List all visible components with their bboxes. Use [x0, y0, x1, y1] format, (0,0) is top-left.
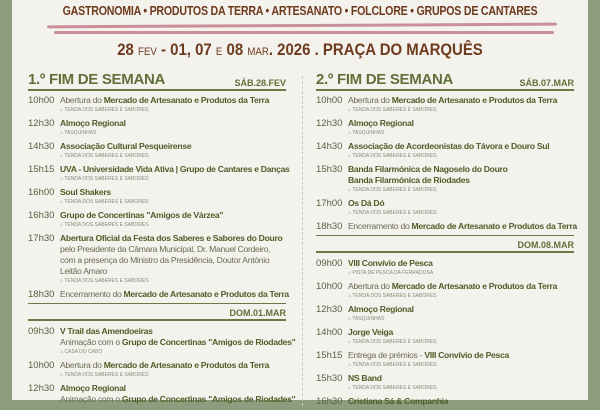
item-text: Abertura Oficial da Festa dos Saberes e Sabores do Douro [60, 233, 283, 243]
item-body [348, 350, 574, 370]
item-line [60, 187, 286, 198]
location-pin-icon: ⌂ [348, 362, 353, 368]
item-text: Animação com o [60, 394, 122, 404]
location-text: PISTA DE PESCA DA FERRADOSA [352, 270, 434, 276]
item-text: Animação com o [60, 337, 122, 347]
item-location [348, 152, 574, 161]
item-location [348, 186, 574, 195]
location-text: CASA DO CABO [64, 349, 103, 355]
item-text: Leitão Amaro [60, 266, 108, 276]
item-text: Almoço Regional [60, 118, 126, 128]
item-body [60, 95, 286, 115]
item-text: Grupo de Concertinas "Amigos de Riodades" [121, 394, 296, 404]
item-body [348, 258, 574, 278]
item-location [348, 315, 574, 324]
item-line [60, 244, 286, 255]
item-text: Associação Cultural Pesqueirense [60, 141, 192, 151]
item-time: 10h00 [28, 360, 55, 371]
item-text: Mercado de Artesanato e Produtos da Terra [103, 95, 270, 105]
date-part: 28 [117, 40, 139, 59]
item-text: Almoço Regional [60, 383, 126, 393]
location-text: TENDA DOS SABERES E SABORES [64, 222, 149, 228]
item-text: Abertura do [60, 360, 104, 370]
item-line [348, 175, 574, 186]
item-body [60, 210, 286, 230]
item-text: Mercado de Artesanato e Produtos da Terra [103, 360, 270, 370]
item-text: Mercado de Artesanato e Produtos da Terra [411, 221, 577, 231]
location-text: TENDA DOS SABERES E SABORES [64, 153, 149, 159]
schedule-item [28, 360, 286, 380]
schedule-item [28, 187, 286, 207]
item-line [348, 373, 574, 384]
item-line [348, 221, 577, 232]
item-text: com a presença do Ministro da Presidência, Doutor António [60, 255, 270, 265]
item-location [348, 269, 574, 278]
schedule-item [28, 326, 296, 357]
item-body [60, 383, 295, 405]
item-line [60, 383, 295, 394]
location-pin-icon: ⌂ [348, 316, 353, 322]
day-label: SÁB.07.MAR [519, 78, 574, 88]
item-line [348, 95, 574, 106]
date-part: FEV [138, 46, 157, 58]
item-line [348, 327, 574, 338]
schedule-item [316, 281, 574, 301]
weekend-title: 1.º FIM DE SEMANA [28, 71, 166, 88]
location-pin-icon: ⌂ [60, 278, 65, 284]
item-body [348, 141, 574, 161]
location-text: TENDA DOS SABERES E SABORES [64, 107, 149, 113]
item-location [60, 106, 286, 115]
day-header: DOM.08.MAR [316, 235, 574, 253]
item-text: Jorge Veiga [348, 327, 393, 337]
weekend-title: 2.º FIM DE SEMANA [316, 71, 454, 88]
item-text: Mercado de Artesanato e Produtos da Terra [391, 95, 558, 105]
item-text: Mercado de Artesanato e Produtos da Terra [123, 289, 289, 299]
location-text: TENDA DOS SABERES E SABORES [352, 107, 437, 113]
item-location [60, 198, 286, 207]
item-line [348, 396, 574, 407]
decorative-line [47, 23, 557, 29]
item-text: Soul Shakers [60, 187, 111, 197]
item-location [60, 152, 286, 161]
item-line [348, 118, 574, 129]
item-time: 09h00 [316, 258, 343, 269]
event-dates-location [47, 40, 554, 60]
item-text: Encerramento do [60, 289, 124, 299]
item-text: VIII Convívio de Pesca [424, 350, 509, 360]
item-text: Banda Filarmónica de Riodades [348, 175, 470, 185]
weekend-header [316, 71, 574, 91]
date-part: MAR [247, 46, 269, 58]
item-line [348, 304, 574, 315]
schedule-item [316, 164, 574, 195]
item-time: 14h30 [316, 141, 343, 152]
day-label: SÁB.28.FEV [234, 78, 286, 88]
schedule-item [316, 396, 574, 407]
poster [12, 0, 588, 407]
item-location [348, 129, 574, 138]
item-body [348, 396, 574, 407]
item-line [60, 164, 290, 175]
item-time: 17h00 [316, 198, 343, 209]
item-body [60, 360, 286, 380]
item-text: Abertura do [348, 95, 392, 105]
item-text: V Trail das Amendoeiras [60, 326, 153, 336]
schedule-item [316, 373, 574, 393]
weekend-header [28, 71, 286, 91]
item-line [348, 350, 574, 361]
item-text: Mercado de Artesanato e Produtos da Terra [391, 281, 558, 291]
item-time: 18h30 [316, 221, 343, 232]
location-pin-icon: ⌂ [60, 176, 65, 182]
schedule-item [28, 383, 296, 405]
date-part: - 01, 07 [156, 40, 216, 59]
item-time: 12h30 [28, 118, 55, 129]
item-text: Grupo de Concertinas "Amigos de Várzea" [60, 210, 224, 220]
item-time: 18h30 [28, 289, 55, 300]
location-pin-icon: ⌂ [348, 130, 353, 136]
item-text: Almoço Regional [348, 118, 414, 128]
schedule-item [316, 327, 574, 347]
item-line [60, 266, 286, 277]
item-text: Entrega de prémios - [348, 350, 425, 360]
schedule-item [28, 118, 286, 138]
item-body [348, 327, 574, 347]
item-time: 16h30 [316, 396, 343, 407]
item-location [60, 348, 295, 357]
item-location [348, 209, 574, 218]
item-time: 15h30 [316, 373, 343, 384]
location-pin-icon: ⌂ [348, 153, 353, 159]
location-text: TENDA DOS SABERES E SABORES [352, 362, 437, 368]
item-text: Cristiana Sá & Companhia [348, 396, 449, 406]
item-time: 16h30 [28, 210, 55, 221]
item-line [60, 118, 286, 129]
item-line [348, 281, 574, 292]
item-location [60, 277, 286, 286]
item-time: 15h30 [316, 164, 343, 175]
item-line [348, 258, 574, 269]
weekend-1-column [28, 71, 296, 408]
item-location [60, 221, 286, 230]
schedule-item [316, 304, 574, 324]
item-time: 14h30 [28, 141, 55, 152]
location-text: TENDA DOS SABERES E SABORES [352, 385, 437, 391]
item-text: Associação de Acordeonistas do Távora e Douro Sul [348, 141, 550, 151]
item-body [348, 373, 574, 393]
item-line [60, 210, 286, 221]
item-location [348, 361, 574, 370]
item-text: UVA - Universidade Vida Ativa | Grupo de Cantares e Danças [60, 164, 290, 174]
schedule-item [316, 141, 574, 161]
item-location [348, 338, 574, 347]
location-pin-icon: ⌂ [348, 270, 353, 276]
item-time: 10h00 [28, 95, 55, 106]
item-time: 12h30 [28, 383, 55, 394]
location-text: TENDA DOS SABERES E SABORES [352, 187, 437, 193]
item-location [348, 292, 574, 301]
location-pin-icon: ⌂ [60, 107, 65, 113]
item-text: Almoço Regional [348, 304, 414, 314]
decorative-line [54, 31, 554, 34]
item-body [348, 164, 574, 195]
location-pin-icon: ⌂ [348, 107, 353, 113]
item-body [348, 304, 574, 324]
item-line [60, 255, 286, 266]
item-body [60, 141, 286, 161]
schedule-item [28, 210, 286, 230]
item-body [60, 233, 286, 286]
item-text: Grupo de Concertinas "Amigos de Riodades" [121, 337, 296, 347]
item-time: 15h15 [316, 350, 343, 361]
item-text: Encerramento do [348, 221, 412, 231]
item-time: 12h30 [316, 118, 343, 129]
location-pin-icon: ⌂ [60, 130, 65, 136]
location-text: TASQUINHAS [352, 316, 385, 322]
location-text: TENDA DOS SABERES E SABORES [352, 339, 437, 345]
item-body [348, 95, 574, 115]
weekend-2-column [316, 71, 577, 410]
location-text: TENDA DOS SABERES E SABORES [64, 199, 149, 205]
day-header: DOM.01.MAR [28, 303, 286, 321]
item-time: 10h00 [316, 95, 343, 106]
item-body [60, 164, 290, 184]
item-body [348, 118, 574, 138]
item-body [348, 281, 574, 301]
item-body [60, 326, 295, 357]
location-text: TENDA DOS SABERES E SABORES [64, 176, 149, 182]
location-text: TASQUINHAS [64, 130, 97, 136]
location-pin-icon: ⌂ [60, 372, 65, 378]
item-text: Banda Filarmónica de Nagoselo do Douro [348, 164, 508, 174]
schedule-item [316, 198, 574, 218]
item-line [348, 198, 574, 209]
item-time: 15h15 [28, 164, 55, 175]
schedule-item [316, 350, 574, 370]
location-pin-icon: ⌂ [60, 222, 65, 228]
item-line [60, 337, 295, 348]
item-line [60, 360, 286, 371]
location-text: TENDA DOS SABERES E SABORES [64, 372, 149, 378]
item-location [60, 371, 286, 380]
schedule-item [28, 289, 289, 300]
location-text: TENDA DOS SABERES E SABORES [352, 293, 437, 299]
item-body [348, 198, 574, 218]
schedule-item [28, 233, 286, 286]
schedule-item [316, 118, 574, 138]
date-part: . 2026 . PRAÇA DO MARQUÊS [268, 40, 483, 59]
location-text: TENDA DOS SABERES E SABORES [352, 153, 437, 159]
location-pin-icon: ⌂ [60, 349, 65, 355]
location-pin-icon: ⌂ [60, 199, 65, 205]
item-text: NS Band [348, 373, 382, 383]
item-line [60, 95, 286, 106]
item-line [60, 326, 295, 337]
item-time: 12h30 [316, 304, 343, 315]
date-part: 08 [222, 40, 248, 59]
item-text: Abertura do [60, 95, 104, 105]
item-body [60, 118, 286, 138]
item-line [60, 394, 295, 405]
item-text: VIII Convívio de Pesca [348, 258, 433, 268]
item-text: pelo Presidente da Câmara Municipal, Dr. Manuel Cordeiro, [60, 244, 271, 254]
item-body [348, 221, 577, 232]
location-pin-icon: ⌂ [60, 153, 65, 159]
item-location [60, 175, 290, 184]
date-part: E [215, 46, 223, 58]
schedule-item [316, 221, 577, 232]
item-line [60, 233, 286, 244]
item-text: Abertura do [348, 281, 392, 291]
item-body [60, 289, 289, 300]
location-text: TENDA DOS SABERES E SABORES [352, 210, 437, 216]
item-time: 16h00 [28, 187, 55, 198]
column-divider [302, 76, 303, 406]
item-time: 09h30 [28, 326, 55, 337]
location-pin-icon: ⌂ [348, 187, 353, 193]
item-text: Os Dá Dó [348, 198, 385, 208]
item-location [348, 106, 574, 115]
schedule-item [316, 95, 574, 115]
schedule-item [28, 141, 286, 161]
item-location [60, 129, 286, 138]
location-pin-icon: ⌂ [348, 293, 353, 299]
item-line [60, 289, 289, 300]
schedule-item [28, 164, 290, 184]
item-time: 10h00 [316, 281, 343, 292]
item-time: 14h00 [316, 327, 343, 338]
item-line [60, 141, 286, 152]
schedule-item [28, 95, 286, 115]
location-text: TENDA DOS SABERES E SABORES [64, 278, 149, 284]
schedule-item [316, 258, 574, 278]
event-tags: GASTRONOMIA • PRODUTOS DA TERRA • ARTESANATO • FOLCLORE • GRUPOS DE CANTARES [62, 3, 538, 18]
item-line [348, 164, 574, 175]
item-line [348, 141, 574, 152]
location-pin-icon: ⌂ [348, 339, 353, 345]
item-location [348, 384, 574, 393]
item-body [60, 187, 286, 207]
location-pin-icon: ⌂ [348, 385, 353, 391]
location-pin-icon: ⌂ [348, 210, 353, 216]
item-time: 17h30 [28, 233, 55, 244]
location-text: TASQUINHAS [352, 130, 385, 136]
